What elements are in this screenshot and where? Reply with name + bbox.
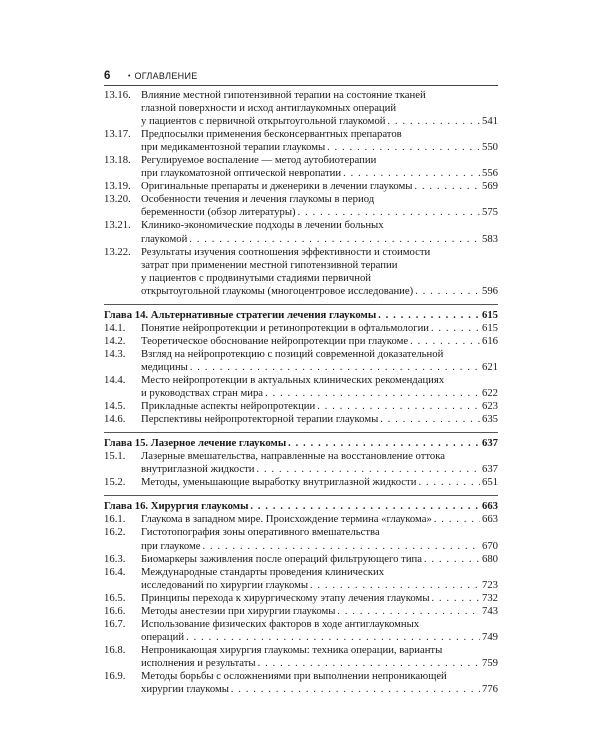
section-number: 16.1.	[104, 513, 126, 526]
entry-title-last-line	[141, 400, 498, 413]
entry-body	[104, 437, 498, 450]
entry-title-text: Принципы перехода к хирургическому этапу лечения глаукомы	[141, 591, 430, 604]
entry-title-text: медицины	[141, 360, 188, 373]
entry-body	[141, 526, 498, 552]
entry-body	[141, 566, 498, 592]
entry-title-last-line	[141, 335, 498, 348]
entry-title-last-line	[141, 413, 498, 426]
entry-title-text: хирургии глаукомы	[141, 683, 229, 696]
entry-title-text: при глаукоматозной оптической невропатии	[141, 167, 342, 180]
entry-title-text: беременности (обзор литературы)	[141, 206, 296, 219]
toc-section-entry	[104, 526, 498, 552]
bullet-icon: •	[128, 72, 131, 80]
section-number: 16.7.	[104, 617, 126, 630]
running-header	[104, 70, 498, 82]
entry-title-last-line	[141, 285, 498, 298]
toc-section-entry	[104, 374, 498, 400]
entry-title-line: Клинико-экономические подходы в лечении больных	[141, 219, 384, 232]
dot-leader	[414, 180, 480, 193]
dot-leader	[410, 335, 480, 348]
entry-title-last-line	[141, 657, 498, 670]
entry-page-number: 616	[481, 334, 498, 347]
dot-leader	[317, 400, 480, 413]
section-number: 13.22.	[104, 245, 131, 258]
entry-title-last-line	[141, 387, 498, 400]
entry-page-number: 556	[481, 167, 498, 180]
entry-body	[141, 670, 498, 696]
entry-body	[141, 322, 498, 335]
dot-leader	[424, 553, 480, 566]
entry-title-text: Глава 15. Лазерное лечение глаукомы	[104, 437, 287, 450]
dot-leader	[380, 413, 480, 426]
entry-page-number: 670	[481, 539, 498, 552]
entry-title-text: исследований по хирургии глаукомы	[141, 578, 309, 591]
entry-title-text: Методы анестезии при хирургии глаукомы	[141, 604, 336, 617]
entry-page-number: 615	[481, 308, 498, 321]
entry-title-last-line	[141, 322, 498, 335]
entry-title-text: Биомаркеры заживления после операций фильтрующего типа	[141, 552, 422, 565]
section-number: 15.2.	[104, 476, 126, 489]
entry-body	[141, 400, 498, 413]
toc-section-entry	[104, 618, 498, 644]
dot-leader	[298, 206, 480, 219]
toc-section-entry	[104, 89, 498, 128]
entry-title-line: Гистотопография зоны оперативного вмешательства	[141, 526, 380, 539]
section-number: 13.16.	[104, 89, 131, 101]
entry-title-line: Взгляд на нейропротекцию с позиций современной доказательной	[141, 347, 444, 360]
entry-page-number: 680	[481, 552, 498, 565]
header-divider	[104, 85, 498, 86]
entry-title-text: Прикладные аспекты нейропротекции	[141, 400, 316, 413]
entry-body	[141, 246, 498, 298]
toc-section-entry	[104, 219, 498, 245]
section-number: 14.3.	[104, 347, 126, 360]
section-divider	[104, 495, 498, 496]
entry-title-line: Влияние местной гипотензивной терапии на состояние тканей	[141, 89, 426, 101]
entry-title-line: Место нейропротекции в актуальных клинических рекомендациях	[141, 373, 445, 386]
dot-leader	[231, 683, 480, 696]
section-divider	[104, 304, 498, 305]
entry-body	[104, 309, 498, 322]
dot-leader	[327, 141, 480, 154]
entry-title-text: операций	[141, 630, 185, 643]
dot-leader	[343, 167, 480, 180]
toc-section-entry	[104, 670, 498, 696]
entry-page-number: 550	[481, 141, 498, 154]
toc-section-entry	[104, 592, 498, 605]
entry-page-number: 596	[481, 284, 498, 297]
dot-leader	[258, 657, 480, 670]
entry-title-line: Использование физических факторов в ходе антиглаукомных	[141, 617, 420, 630]
dot-leader	[189, 233, 480, 246]
entry-page-number: 663	[481, 500, 498, 513]
section-number: 13.21.	[104, 219, 131, 232]
entry-title-last-line	[141, 141, 498, 154]
entry-page-number: 759	[481, 656, 498, 669]
entry-title-line: глазной поверхности и исход антиглаукомных операций	[141, 102, 397, 115]
dot-leader	[202, 540, 480, 553]
dot-leader	[288, 437, 480, 450]
entry-title-last-line	[141, 206, 498, 219]
entry-title-last-line	[141, 592, 498, 605]
toc-section-entry	[104, 450, 498, 476]
entry-title-text: открытоугольной глаукомы (многоцентровое исследование)	[141, 284, 414, 297]
entry-body	[141, 89, 498, 128]
page-number: 6	[104, 70, 111, 82]
entry-title-line: Международные стандарты проведения клинических	[141, 565, 385, 578]
entry-body	[141, 193, 498, 219]
entry-page-number: 615	[481, 321, 498, 334]
entry-page-number: 541	[481, 115, 498, 128]
entry-body	[141, 128, 498, 154]
dot-leader	[432, 592, 480, 605]
running-title: ОГЛАВЛЕНИЕ	[134, 71, 198, 81]
entry-title-text: Теоретическое обоснование нейропротекции при глаукоме	[141, 334, 409, 347]
entry-body	[141, 592, 498, 605]
entry-title-text: Глава 16. Хирургия глаукомы	[104, 500, 249, 513]
dot-leader	[186, 631, 480, 644]
toc-section-entry	[104, 322, 498, 335]
section-number: 14.5.	[104, 400, 126, 413]
dot-leader	[378, 309, 480, 322]
entry-title-last-line	[104, 500, 498, 513]
entry-title-last-line	[141, 476, 498, 489]
entry-page-number: 637	[481, 463, 498, 476]
entry-title-text: исполнения и результаты	[141, 656, 256, 669]
dot-leader	[434, 513, 480, 526]
dot-leader	[257, 463, 480, 476]
entry-title-line: Непроникающая хирургия глаукомы: техника операции, варианты	[141, 643, 443, 656]
entry-body	[141, 644, 498, 670]
entry-title-text: Перспективы нейропротекторной терапии глаукомы	[141, 413, 379, 426]
entry-body	[141, 154, 498, 180]
section-number: 15.1.	[104, 450, 126, 463]
toc-section-entry	[104, 513, 498, 526]
entry-page-number: 635	[481, 413, 498, 426]
toc-section-entry	[104, 605, 498, 618]
toc-section-entry	[104, 154, 498, 180]
entry-body	[141, 348, 498, 374]
section-number: 16.3.	[104, 552, 126, 565]
dot-leader	[431, 322, 480, 335]
entry-title-last-line	[141, 605, 498, 618]
section-number: 13.20.	[104, 193, 131, 206]
toc-section-entry	[104, 246, 498, 298]
entry-title-last-line	[141, 180, 498, 193]
entry-page-number: 569	[481, 180, 498, 193]
entry-title-text: внутриглазной жидкости	[141, 463, 255, 476]
entry-title-last-line	[141, 361, 498, 374]
entry-title-text: Методы, уменьшающие выработку внутриглазной жидкости	[141, 476, 417, 489]
entry-title-line: у пациентов с продвинутыми стадиями первичной	[141, 271, 372, 284]
entry-page-number: 776	[481, 683, 498, 696]
entry-body	[141, 513, 498, 526]
entry-title-last-line	[141, 683, 498, 696]
entry-page-number: 663	[481, 513, 498, 526]
toc-section-entry	[104, 128, 498, 154]
entry-title-text: Глава 14. Альтернативные стратегии лечения глаукомы	[104, 308, 377, 321]
entry-title-last-line	[141, 115, 498, 128]
entry-title-text: при глаукоме	[141, 539, 201, 552]
entry-title-line: Результаты изучения соотношения эффективности и стоимости	[141, 245, 431, 258]
entry-title-last-line	[141, 540, 498, 553]
entry-page-number: 743	[481, 604, 498, 617]
entry-title-last-line	[104, 309, 498, 322]
section-number: 13.17.	[104, 128, 131, 141]
section-number: 16.5.	[104, 591, 126, 604]
dot-leader	[415, 285, 480, 298]
toc-section-entry	[104, 566, 498, 592]
entry-title-line: Особенности течения и лечения глаукомы в период	[141, 193, 375, 206]
entry-title-line: затрат при применении местной гипотензивной терапии	[141, 258, 398, 271]
entry-title-last-line	[141, 553, 498, 566]
dot-leader	[265, 387, 480, 400]
section-number: 16.2.	[104, 526, 126, 539]
section-number: 16.4.	[104, 565, 126, 578]
toc-chapter-entry	[104, 500, 498, 513]
entry-body	[141, 553, 498, 566]
entry-body	[141, 413, 498, 426]
toc-section-entry	[104, 348, 498, 374]
entry-title-text: Понятие нейропротекции и ретинопротекции в офтальмологии	[141, 321, 430, 334]
toc-section-entry	[104, 644, 498, 670]
entry-title-text: глаукомой	[141, 232, 188, 245]
entry-page-number: 732	[481, 591, 498, 604]
section-number: 13.19.	[104, 180, 131, 193]
entry-body	[141, 476, 498, 489]
toc-section-entry	[104, 193, 498, 219]
toc-section-entry	[104, 476, 498, 489]
entry-body	[141, 450, 498, 476]
entry-title-line: Предпосылки применения бесконсервантных препаратов	[141, 128, 402, 141]
toc-section-entry	[104, 335, 498, 348]
entry-body	[141, 605, 498, 618]
entry-body	[141, 219, 498, 245]
entry-title-last-line	[141, 463, 498, 476]
entry-title-text: у пациентов с первичной открытоугольной глаукомой	[141, 115, 386, 128]
entry-title-last-line	[141, 167, 498, 180]
entry-page-number: 621	[481, 360, 498, 373]
entry-title-line: Лазерные вмешательства, направленные на восстановление оттока	[141, 450, 446, 463]
dot-leader	[337, 605, 480, 618]
table-of-contents	[104, 89, 498, 696]
entry-page-number: 623	[481, 400, 498, 413]
entry-title-last-line	[141, 233, 498, 246]
entry-title-line: Регулируемое воспаление — метод аутобиотерапии	[141, 154, 377, 167]
toc-chapter-entry	[104, 309, 498, 322]
toc-section-entry	[104, 553, 498, 566]
entry-page-number: 583	[481, 232, 498, 245]
section-number: 16.6.	[104, 604, 126, 617]
dot-leader	[190, 361, 480, 374]
section-divider	[104, 432, 498, 433]
section-number: 14.6.	[104, 413, 126, 426]
entry-body	[141, 335, 498, 348]
section-number: 14.2.	[104, 334, 126, 347]
entry-page-number: 575	[481, 206, 498, 219]
dot-leader	[418, 476, 480, 489]
entry-title-last-line	[141, 579, 498, 592]
dot-leader	[250, 500, 480, 513]
entry-body	[104, 500, 498, 513]
section-number: 16.8.	[104, 643, 126, 656]
section-number: 14.4.	[104, 373, 126, 386]
entry-page-number: 749	[481, 630, 498, 643]
entry-title-text: Оригинальные препараты и дженерики в лечении глаукомы	[141, 180, 413, 193]
entry-body	[141, 618, 498, 644]
entry-body	[141, 180, 498, 193]
toc-section-entry	[104, 413, 498, 426]
entry-page-number: 651	[481, 476, 498, 489]
section-number: 13.18.	[104, 154, 131, 167]
entry-title-line: Методы борьбы с осложнениями при выполнении непроникающей	[141, 669, 447, 682]
dot-leader	[388, 115, 480, 128]
toc-section-entry	[104, 180, 498, 193]
entry-page-number: 723	[481, 578, 498, 591]
section-number: 14.1.	[104, 321, 126, 334]
section-number: 16.9.	[104, 669, 126, 682]
entry-body	[141, 374, 498, 400]
entry-title-last-line	[141, 513, 498, 526]
toc-section-entry	[104, 400, 498, 413]
entry-title-text: Глаукома в западном мире. Происхождение термина «глаукома»	[141, 513, 432, 526]
toc-chapter-entry	[104, 437, 498, 450]
entry-title-text: и руководствах стран мира	[141, 387, 264, 400]
entry-page-number: 637	[481, 437, 498, 450]
dot-leader	[310, 579, 480, 592]
entry-title-text: при медикаментозной терапии глаукомы	[141, 141, 326, 154]
entry-title-last-line	[104, 437, 498, 450]
entry-title-last-line	[141, 631, 498, 644]
entry-page-number: 622	[481, 387, 498, 400]
